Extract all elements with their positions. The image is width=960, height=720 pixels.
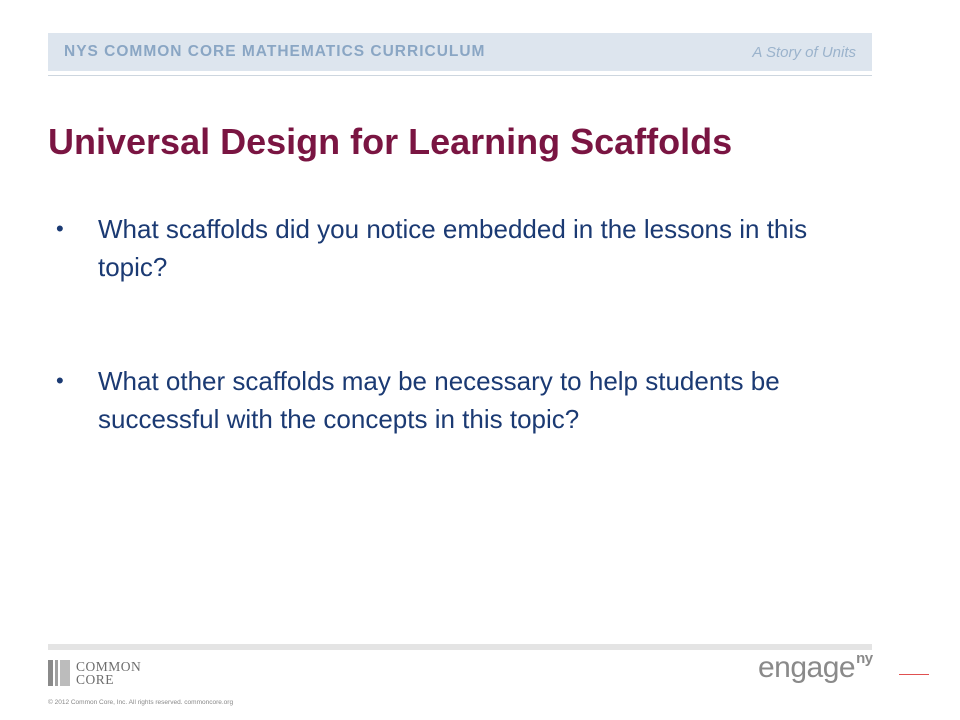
- bullet-text: What scaffolds did you notice embedded in the lessons in this topic?: [98, 214, 808, 282]
- bullet-list: [48, 210, 848, 438]
- engageny-logo: [758, 650, 873, 685]
- bullet-item: [48, 362, 848, 438]
- bullet-icon: •: [56, 368, 64, 393]
- story-of-units-label: A Story of Units: [752, 43, 856, 61]
- footer-divider: [48, 644, 872, 650]
- common-core-logo: [48, 660, 141, 686]
- engage-wordmark: engage: [758, 651, 856, 684]
- logo-line-2: CORE: [76, 672, 115, 687]
- common-core-wordmark: [76, 660, 141, 686]
- bullet-item: [48, 210, 848, 286]
- slide-title: Universal Design for Learning Scaffolds: [48, 121, 733, 162]
- curriculum-name: NYS COMMON CORE MATHEMATICS CURRICULUM: [64, 43, 486, 60]
- bullet-text: What other scaffolds may be necessary to help students be successful with the concepts in this topic?: [98, 366, 780, 434]
- header-divider: [48, 75, 872, 76]
- ny-superscript: ny: [856, 650, 873, 667]
- bullet-icon: •: [56, 216, 64, 241]
- common-core-bars-icon: [48, 660, 70, 686]
- logo-line-1: COMMON: [76, 659, 142, 674]
- red-accent-line: [899, 674, 929, 675]
- header-bar: [48, 33, 872, 71]
- copyright-text: © 2012 Common Core, Inc. All rights reserved. commoncore.org: [48, 699, 234, 706]
